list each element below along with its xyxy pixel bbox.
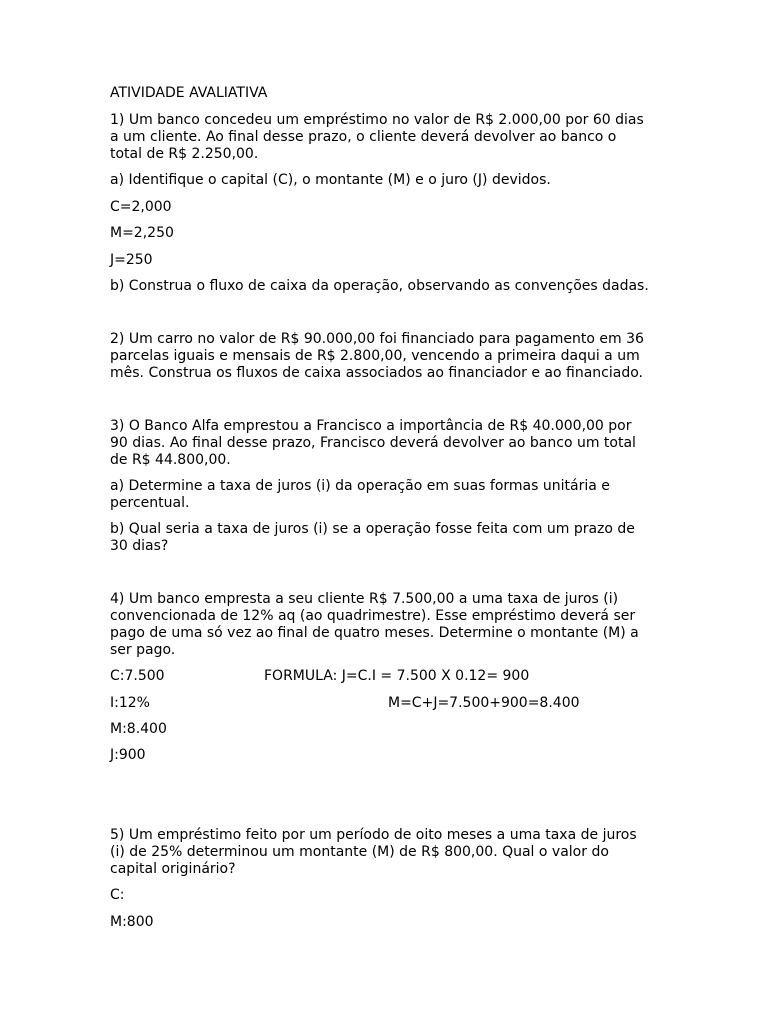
q1-item-b: b) Construa o fluxo de caixa da operação, observando as convenções dadas. [110, 278, 649, 294]
q5-statement-line-1: 5) Um empréstimo feito por um período de oito meses a uma taxa de juros [110, 827, 637, 843]
q1-statement-line-3: total de R$ 2.250,00. [110, 146, 259, 162]
q4-statement-line-1: 4) Um banco empresta a seu cliente R$ 7.500,00 a uma taxa de juros (i) [110, 591, 619, 607]
q1-capital-answer: C=2,000 [110, 199, 172, 215]
q2-statement-line-2: parcelas iguais e mensais de R$ 2.800,00, vencendo a primeira daqui a um [110, 348, 640, 364]
q5-statement-line-2: (i) de 25% determinou um montante (M) de R$ 800,00. Qual o valor do [110, 844, 609, 860]
q5-statement-line-3: capital originário? [110, 861, 236, 877]
q4-capital-answer: C:7.500 [110, 668, 165, 684]
q3-statement-line-3: de R$ 44.800,00. [110, 452, 231, 468]
document-title: ATIVIDADE AVALIATIVA [110, 85, 268, 101]
q1-juro-answer: J=250 [110, 252, 153, 268]
q1-statement-line-2: a um cliente. Ao final desse prazo, o cliente deverá devolver ao banco o [110, 129, 617, 145]
q1-montante-answer: M=2,250 [110, 225, 174, 241]
q4-statement-line-4: ser pago. [110, 642, 176, 658]
q3-item-b-line-1: b) Qual seria a taxa de juros (i) se a operação fosse feita com um prazo de [110, 521, 635, 537]
q4-montante-answer: M:8.400 [110, 721, 167, 737]
q4-statement-line-2: convencionada de 12% aq (ao quadrimestre). Esse empréstimo deverá ser [110, 608, 636, 624]
q4-formula-juros: FORMULA: J=C.I = 7.500 X 0.12= 900 [264, 668, 530, 684]
q3-item-a-line-1: a) Determine a taxa de juros (i) da operação em suas formas unitária e [110, 478, 610, 494]
q4-juro-answer: J:900 [110, 747, 146, 763]
q1-statement-line-1: 1) Um banco concedeu um empréstimo no valor de R$ 2.000,00 por 60 dias [110, 112, 644, 128]
q4-formula-montante: M=C+J=7.500+900=8.400 [388, 695, 580, 711]
q3-statement-line-2: 90 dias. Ao final desse prazo, Francisco deverá devolver ao banco um total [110, 435, 636, 451]
q1-item-a: a) Identifique o capital (C), o montante (M) e o juro (J) devidos. [110, 172, 551, 188]
q5-montante-answer: M:800 [110, 914, 154, 930]
q4-statement-line-3: pago de uma só vez ao final de quatro meses. Determine o montante (M) a [110, 625, 639, 641]
q2-statement-line-3: mês. Construa os fluxos de caixa associados ao financiador e ao financiado. [110, 365, 643, 381]
q4-taxa-answer: I:12% [110, 695, 150, 711]
q2-statement-line-1: 2) Um carro no valor de R$ 90.000,00 foi financiado para pagamento em 36 [110, 331, 644, 347]
q3-item-a-line-2: percentual. [110, 495, 190, 511]
q3-statement-line-1: 3) O Banco Alfa emprestou a Francisco a importância de R$ 40.000,00 por [110, 418, 632, 434]
q3-item-b-line-2: 30 dias? [110, 538, 169, 554]
q5-capital-answer: C: [110, 887, 125, 903]
